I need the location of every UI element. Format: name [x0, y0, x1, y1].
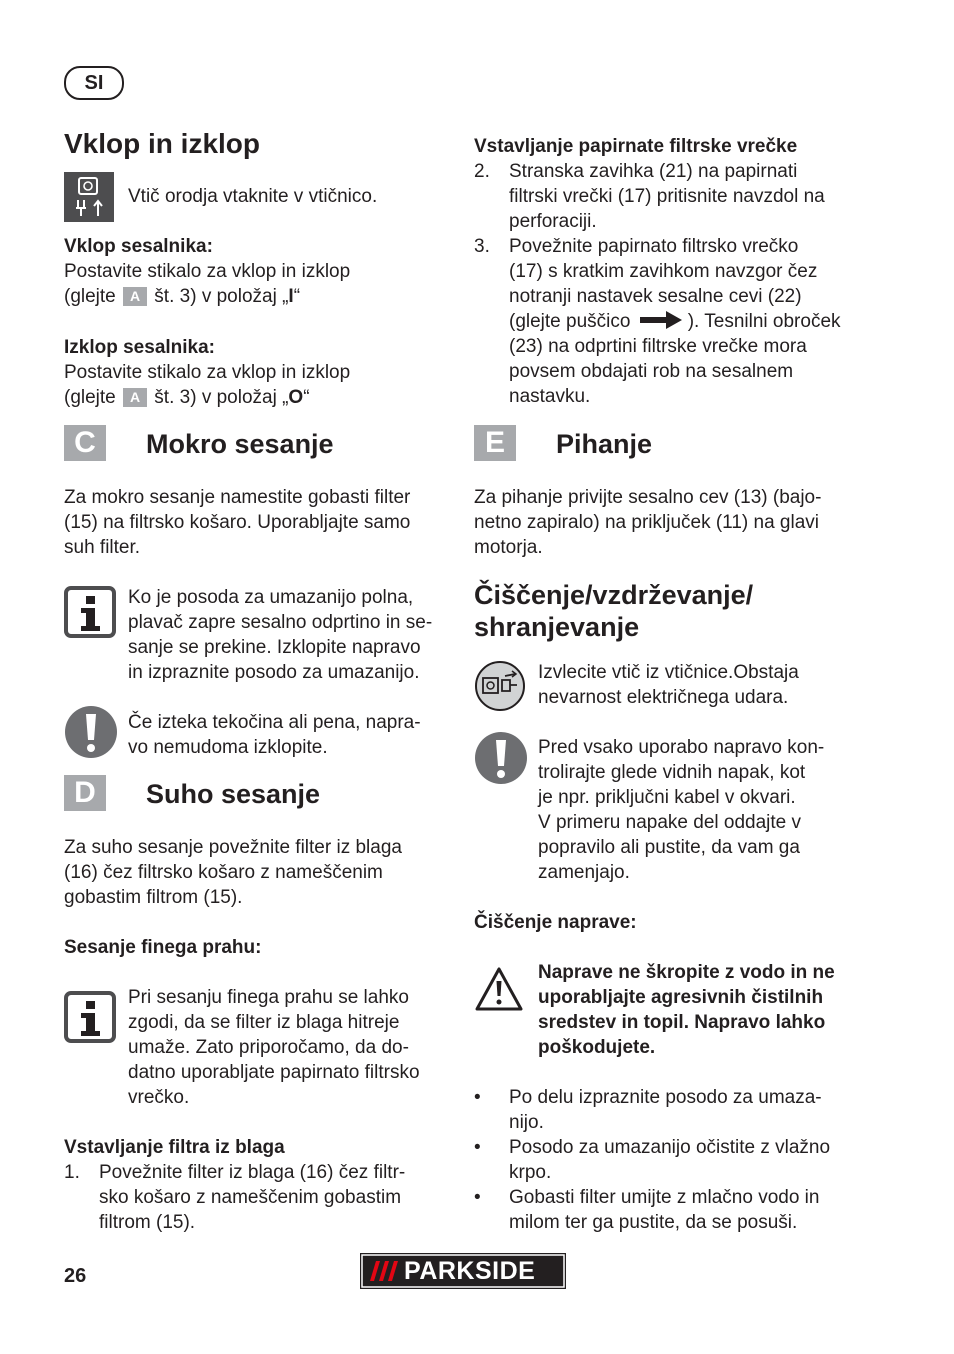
list-item: • Gobasti filter umijte z mlačno vodo in milom ter ga pustite, da se posuši.	[474, 1187, 820, 1233]
pihanje-paragraph: Za pihanje privijte sesalno cev (13) (bajo- netno zapiralo) na priključek (11) na glavi motorja.	[474, 487, 822, 558]
step-number: 2.	[474, 161, 490, 182]
bullet: •	[474, 1087, 481, 1108]
warning-note-inspection: Pred vsako uporabo napravo kon- trolirajte glede vidnih napak, kot je npr. priključni kabel v okvari. V primeru napake del oddajte v popravilo ali pustite, da vam ga zamenjajo.	[538, 737, 825, 883]
heading-vklop-in-izklop: Vklop in izklop	[64, 128, 261, 159]
step-text: Povežnite papirnato filtrsko vrečko (17) s kratkim zavihkom navzgor čez notranji nastavek sesalne cevi (22) (glejte puščico ). Tesnilni obroček (23) na odprtini filtrske vrečke mora povsem obdajati rob na sesalnem nastavku.	[509, 236, 841, 407]
bullet: •	[474, 1187, 481, 1208]
bullet: •	[474, 1137, 481, 1158]
heading-ciscenje-vzdrzevanje: Čiščenje/vzdrževanje/ shranjevanje	[474, 580, 754, 642]
suho-paragraph: Za suho sesanje povežnite filter iz blaga (16) čez filtrsko košaro z nameščenim gobastim filtrom (15).	[64, 837, 402, 908]
language-badge	[64, 66, 124, 100]
info-icon	[64, 586, 116, 643]
figure-a-badge: A	[123, 388, 147, 407]
step-number: 3.	[474, 236, 490, 257]
paper-bag-step-3	[474, 234, 874, 409]
step-text: Stranska zavihka (21) na papirnati filtrski vrečki (17) pritisnite navzdol na perforaciji.	[509, 161, 825, 232]
vklop-subheading: Vklop sesalnika:	[64, 236, 213, 257]
step-number: 1.	[64, 1162, 80, 1183]
izklop-line: (glejte A št. 3) v položaj „O“	[64, 387, 310, 408]
parkside-logo	[360, 1253, 566, 1289]
section-c-badge: C	[64, 425, 106, 461]
unplug-icon	[474, 660, 526, 717]
info-icon	[64, 991, 116, 1048]
cloth-filter-subheading: Vstavljanje filtra iz blaga	[64, 1137, 285, 1158]
exclamation-warning-icon	[64, 705, 118, 764]
exclamation-warning-icon	[474, 731, 528, 790]
caution-note: Naprave ne škropite z vodo in ne uporabljajte agresivnih čistilnih sredstev in topil. Napravo lahko poškodujete.	[538, 962, 835, 1058]
list-item: • Posodo za umazanijo očistite z vlažno krpo.	[474, 1137, 831, 1183]
language-badge-label: SI	[84, 72, 104, 94]
izklop-subheading: Izklop sesalnika:	[64, 337, 216, 358]
vklop-line: (glejte A št. 3) v položaj „I“	[64, 286, 301, 307]
arrow-right-icon	[640, 311, 682, 329]
list-item: • Po delu izpraznite posodo za umaza- nijo.	[474, 1087, 822, 1133]
paper-bag-step-2	[474, 159, 874, 234]
info-note-fine-dust: Pri sesanju finega prahu se lahko zgodi, da se filter iz blaga hitreje umaže. Zato priporočamo, da do- datno uporabljate papirnato filtrsko vrečko.	[128, 987, 420, 1108]
izklop-line: Postavite stikalo za vklop in izklop	[64, 362, 351, 383]
paper-bag-subheading: Vstavljanje papirnate filtrske vrečke	[474, 136, 798, 157]
vklop-instruction	[64, 259, 444, 309]
section-e-badge: E	[474, 425, 516, 461]
izklop-instruction	[64, 360, 444, 410]
plug-instruction: Vtič orodja vtaknite v vtičnico.	[128, 186, 378, 207]
heading-suho-sesanje: Suho sesanje	[146, 779, 321, 809]
fine-dust-subheading: Sesanje finega prahu:	[64, 937, 262, 958]
heading-pihanje: Pihanje	[556, 429, 653, 459]
section-d-badge: D	[64, 775, 106, 811]
step-text: Povežnite filter iz blaga (16) čez filtr- sko košaro z nameščenim gobastim filtrom (15).	[99, 1162, 406, 1233]
info-note-full-container: Ko je posoda za umazanijo polna, plavač zapre sesalno odprtino in se- sanje se prekine. Izklopite napravo in izpraznite posodo za umazanijo.	[128, 587, 433, 683]
warning-note-liquid: Če izteka tekočina ali pena, napra- vo nemudoma izklopite.	[128, 712, 421, 758]
caution-triangle-icon	[474, 966, 524, 1017]
cleaning-bullet-list	[474, 1085, 874, 1235]
figure-a-badge: A	[123, 287, 147, 306]
unplug-note: Izvlecite vtič iz vtičnice.Obstaja nevarnost električnega udara.	[538, 662, 799, 708]
plug-in-icon	[64, 172, 114, 222]
heading-mokro-sesanje: Mokro sesanje	[146, 429, 334, 459]
cloth-filter-step-1	[64, 1160, 444, 1235]
mokro-paragraph: Za mokro sesanje namestite gobasti filter (15) na filtrsko košaro. Uporabljajte samo suh filter.	[64, 487, 411, 558]
page-number: 26	[64, 1265, 87, 1287]
device-cleaning-subheading: Čiščenje naprave:	[474, 912, 637, 933]
parkside-logo-text: PARKSIDE	[404, 1257, 536, 1285]
vklop-line: Postavite stikalo za vklop in izklop	[64, 261, 351, 282]
